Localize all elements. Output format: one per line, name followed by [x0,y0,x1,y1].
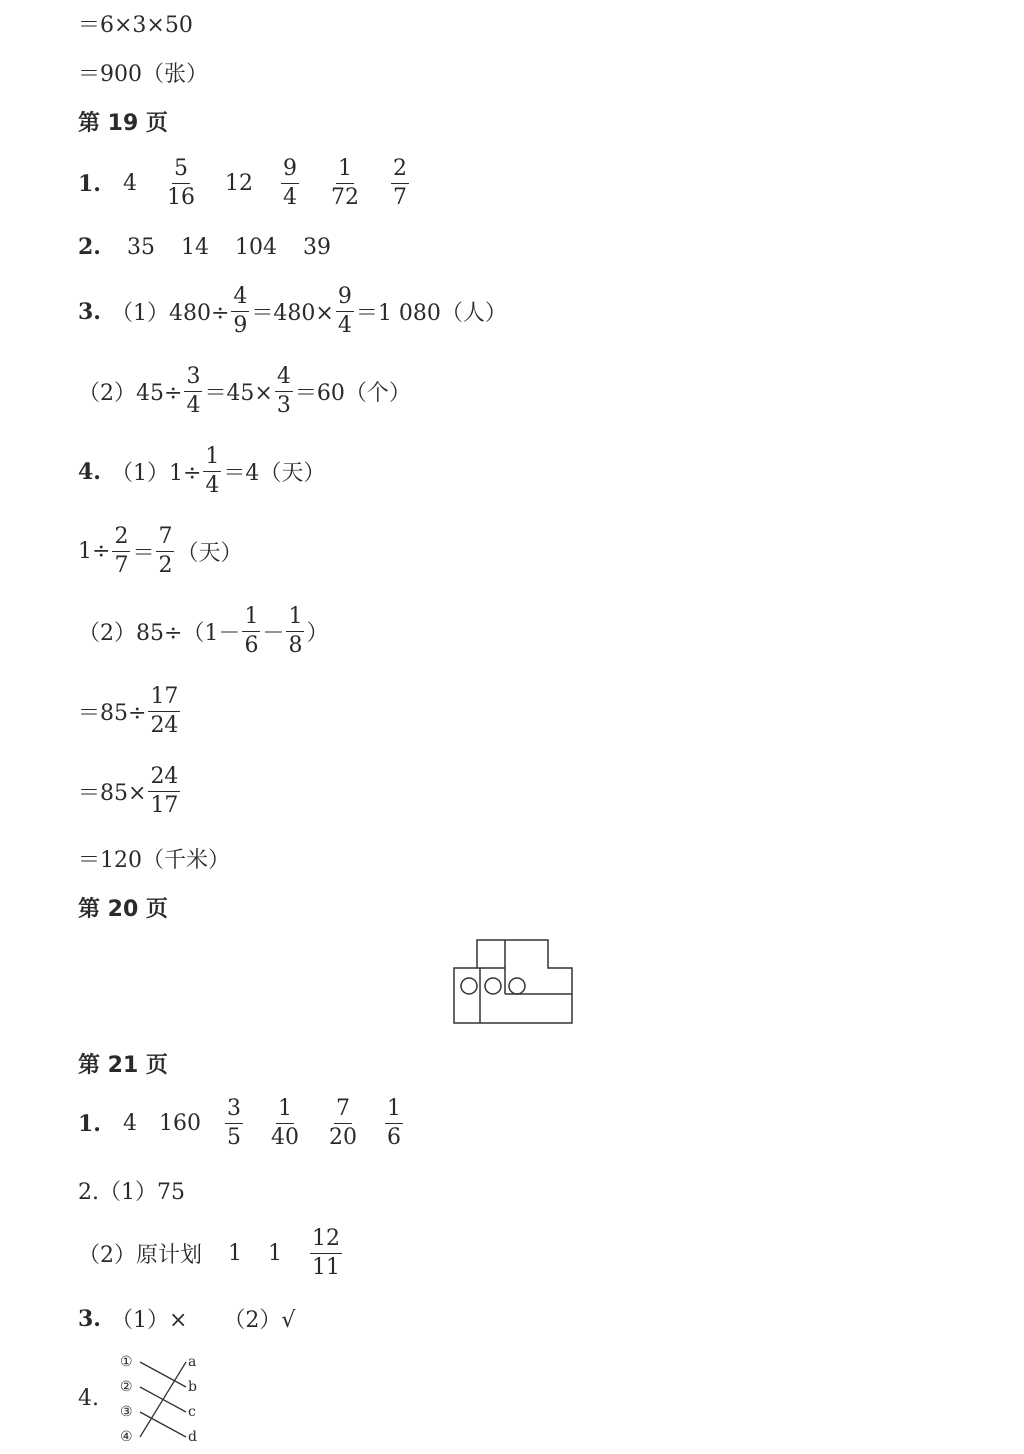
fraction [148,766,180,817]
numerator: 24 [148,766,180,792]
match-lines [118,1350,218,1450]
p19-q4-line1 [78,446,325,497]
calc-line [78,57,208,88]
match-line [140,1362,186,1437]
p21-q2-line1 [78,1175,185,1206]
denominator: 4 [186,393,201,418]
denominator: 4 [205,473,220,498]
expr: 2.（1）75 [78,1180,185,1205]
fraction [281,158,299,209]
p21-q2-line2 [78,1228,344,1279]
expr: ＝480× [251,301,334,326]
expr: （1）1÷ [110,461,202,486]
answer: （2）√ [223,1308,296,1333]
fraction [112,526,130,577]
answer: （1）× [110,1308,188,1333]
denominator: 6 [244,633,259,658]
denominator: 24 [150,713,179,738]
calc-line [78,8,193,39]
expr: （2）85÷（1－ [78,621,241,646]
numerator: 2 [112,526,130,552]
right-label: c [188,1404,196,1420]
fraction [286,606,304,657]
p19-q4-line3 [78,606,328,657]
expr: （天） [176,541,243,566]
question-number: 1. [78,1110,101,1137]
circle-mark [509,978,525,994]
right-label: d [188,1429,197,1445]
left-label: ② [120,1379,133,1395]
expr: － [262,621,285,646]
denominator: 8 [288,633,303,658]
answer: 14 [180,234,209,260]
question-number: 4. [78,458,101,485]
numerator: 3 [184,366,202,392]
expr: （2）原计划 [78,1243,202,1268]
answer: 1 [268,1241,282,1266]
numerator: 2 [391,158,409,184]
question-number: 4. [78,1386,99,1411]
p19-q4-line4 [78,686,182,737]
fraction [231,286,249,337]
fraction [242,606,260,657]
denominator: 72 [330,185,359,210]
view-figure [450,936,576,1028]
match-line [140,1412,186,1437]
left-label: ③ [120,1404,133,1420]
numerator: 1 [242,606,260,632]
denominator: 3 [276,393,291,418]
page-header-20: 第 20 页 [78,897,168,922]
matching-diagram [118,1350,218,1450]
expr: ＝85÷ [78,701,147,726]
numerator: 4 [275,366,293,392]
expr: ＝85× [78,781,147,806]
expr: ＝4（天） [223,461,326,486]
expr: ） [306,621,329,646]
answer: 39 [302,234,331,260]
numerator: 1 [276,1098,294,1124]
right-label: a [188,1354,197,1370]
fraction [165,158,197,209]
denominator: 40 [270,1125,299,1150]
denominator: 6 [386,1125,401,1150]
expr: 1÷ [78,539,111,564]
fraction [391,158,409,209]
match-line [140,1362,186,1387]
page-header-21: 第 21 页 [78,1053,168,1078]
fraction [275,366,293,417]
numerator: 1 [385,1098,403,1124]
question-number: 1. [78,170,101,197]
p21-q3 [78,1303,295,1334]
denominator: 4 [282,185,297,210]
answer: 4 [122,1111,137,1136]
right-label: b [188,1379,197,1395]
answer: 1 [228,1241,242,1266]
fraction [310,1228,342,1279]
answer: 12 [224,171,253,196]
numerator: 1 [286,606,304,632]
denominator: 20 [328,1125,357,1150]
expr: ＝45× [204,381,273,406]
p19-q1 [78,158,411,209]
fraction [184,366,202,417]
p19-q3-line1 [78,286,507,337]
p19-q3-line2 [78,366,411,417]
expr: （2）45÷ [78,381,183,406]
page-header-19: 第 19 页 [78,111,168,136]
expr: ＝120（千米） [78,848,230,873]
left-label: ① [120,1354,133,1370]
numerator: 7 [156,526,174,552]
fraction [148,686,180,737]
denominator: 17 [150,793,179,818]
denominator: 7 [392,185,407,210]
numerator: 12 [310,1228,342,1254]
answer: 4 [122,171,137,196]
p19-q4-line6 [78,843,230,874]
fraction [156,526,174,577]
numerator: 17 [148,686,180,712]
question-number: 2. [78,234,101,260]
answer: 35 [126,234,155,260]
denominator: 4 [337,313,352,338]
fraction [329,158,361,209]
answer: 104 [234,234,277,260]
fraction [327,1098,359,1149]
numerator: 7 [334,1098,352,1124]
denominator: 2 [158,553,173,578]
denominator: 9 [233,313,248,338]
p21-q4-number [78,1386,99,1411]
numerator: 1 [336,158,354,184]
fraction [203,446,221,497]
numerator: 3 [225,1098,243,1124]
denominator: 16 [166,185,195,210]
expr: ＝1 080（人） [355,301,507,326]
denominator: 11 [312,1255,340,1280]
expr: ＝60（个） [294,381,411,406]
numerator: 1 [203,446,221,472]
fraction [269,1098,301,1149]
denominator: 7 [114,553,129,578]
numerator: 4 [231,286,249,312]
denominator: 5 [226,1125,241,1150]
question-number: 3. [78,1305,101,1332]
question-number: 3. [78,298,101,325]
answer: 160 [158,1111,201,1136]
fraction [225,1098,243,1149]
numerator: 9 [336,286,354,312]
p19-q2 [78,234,331,260]
circle-mark [485,978,501,994]
circle-mark [461,978,477,994]
figure-outline [454,940,572,1023]
p21-q1 [78,1098,405,1149]
fraction [385,1098,403,1149]
expr: （1）480÷ [110,301,230,326]
p19-q4-line5 [78,766,182,817]
expr: ＝900（张） [78,62,208,87]
numerator: 9 [281,158,299,184]
expr: ＝ [132,541,155,566]
expr: ＝6×3×50 [78,13,193,38]
left-label: ④ [120,1429,133,1445]
p19-q4-line2 [78,526,242,577]
numerator: 5 [172,158,190,184]
fraction [336,286,354,337]
